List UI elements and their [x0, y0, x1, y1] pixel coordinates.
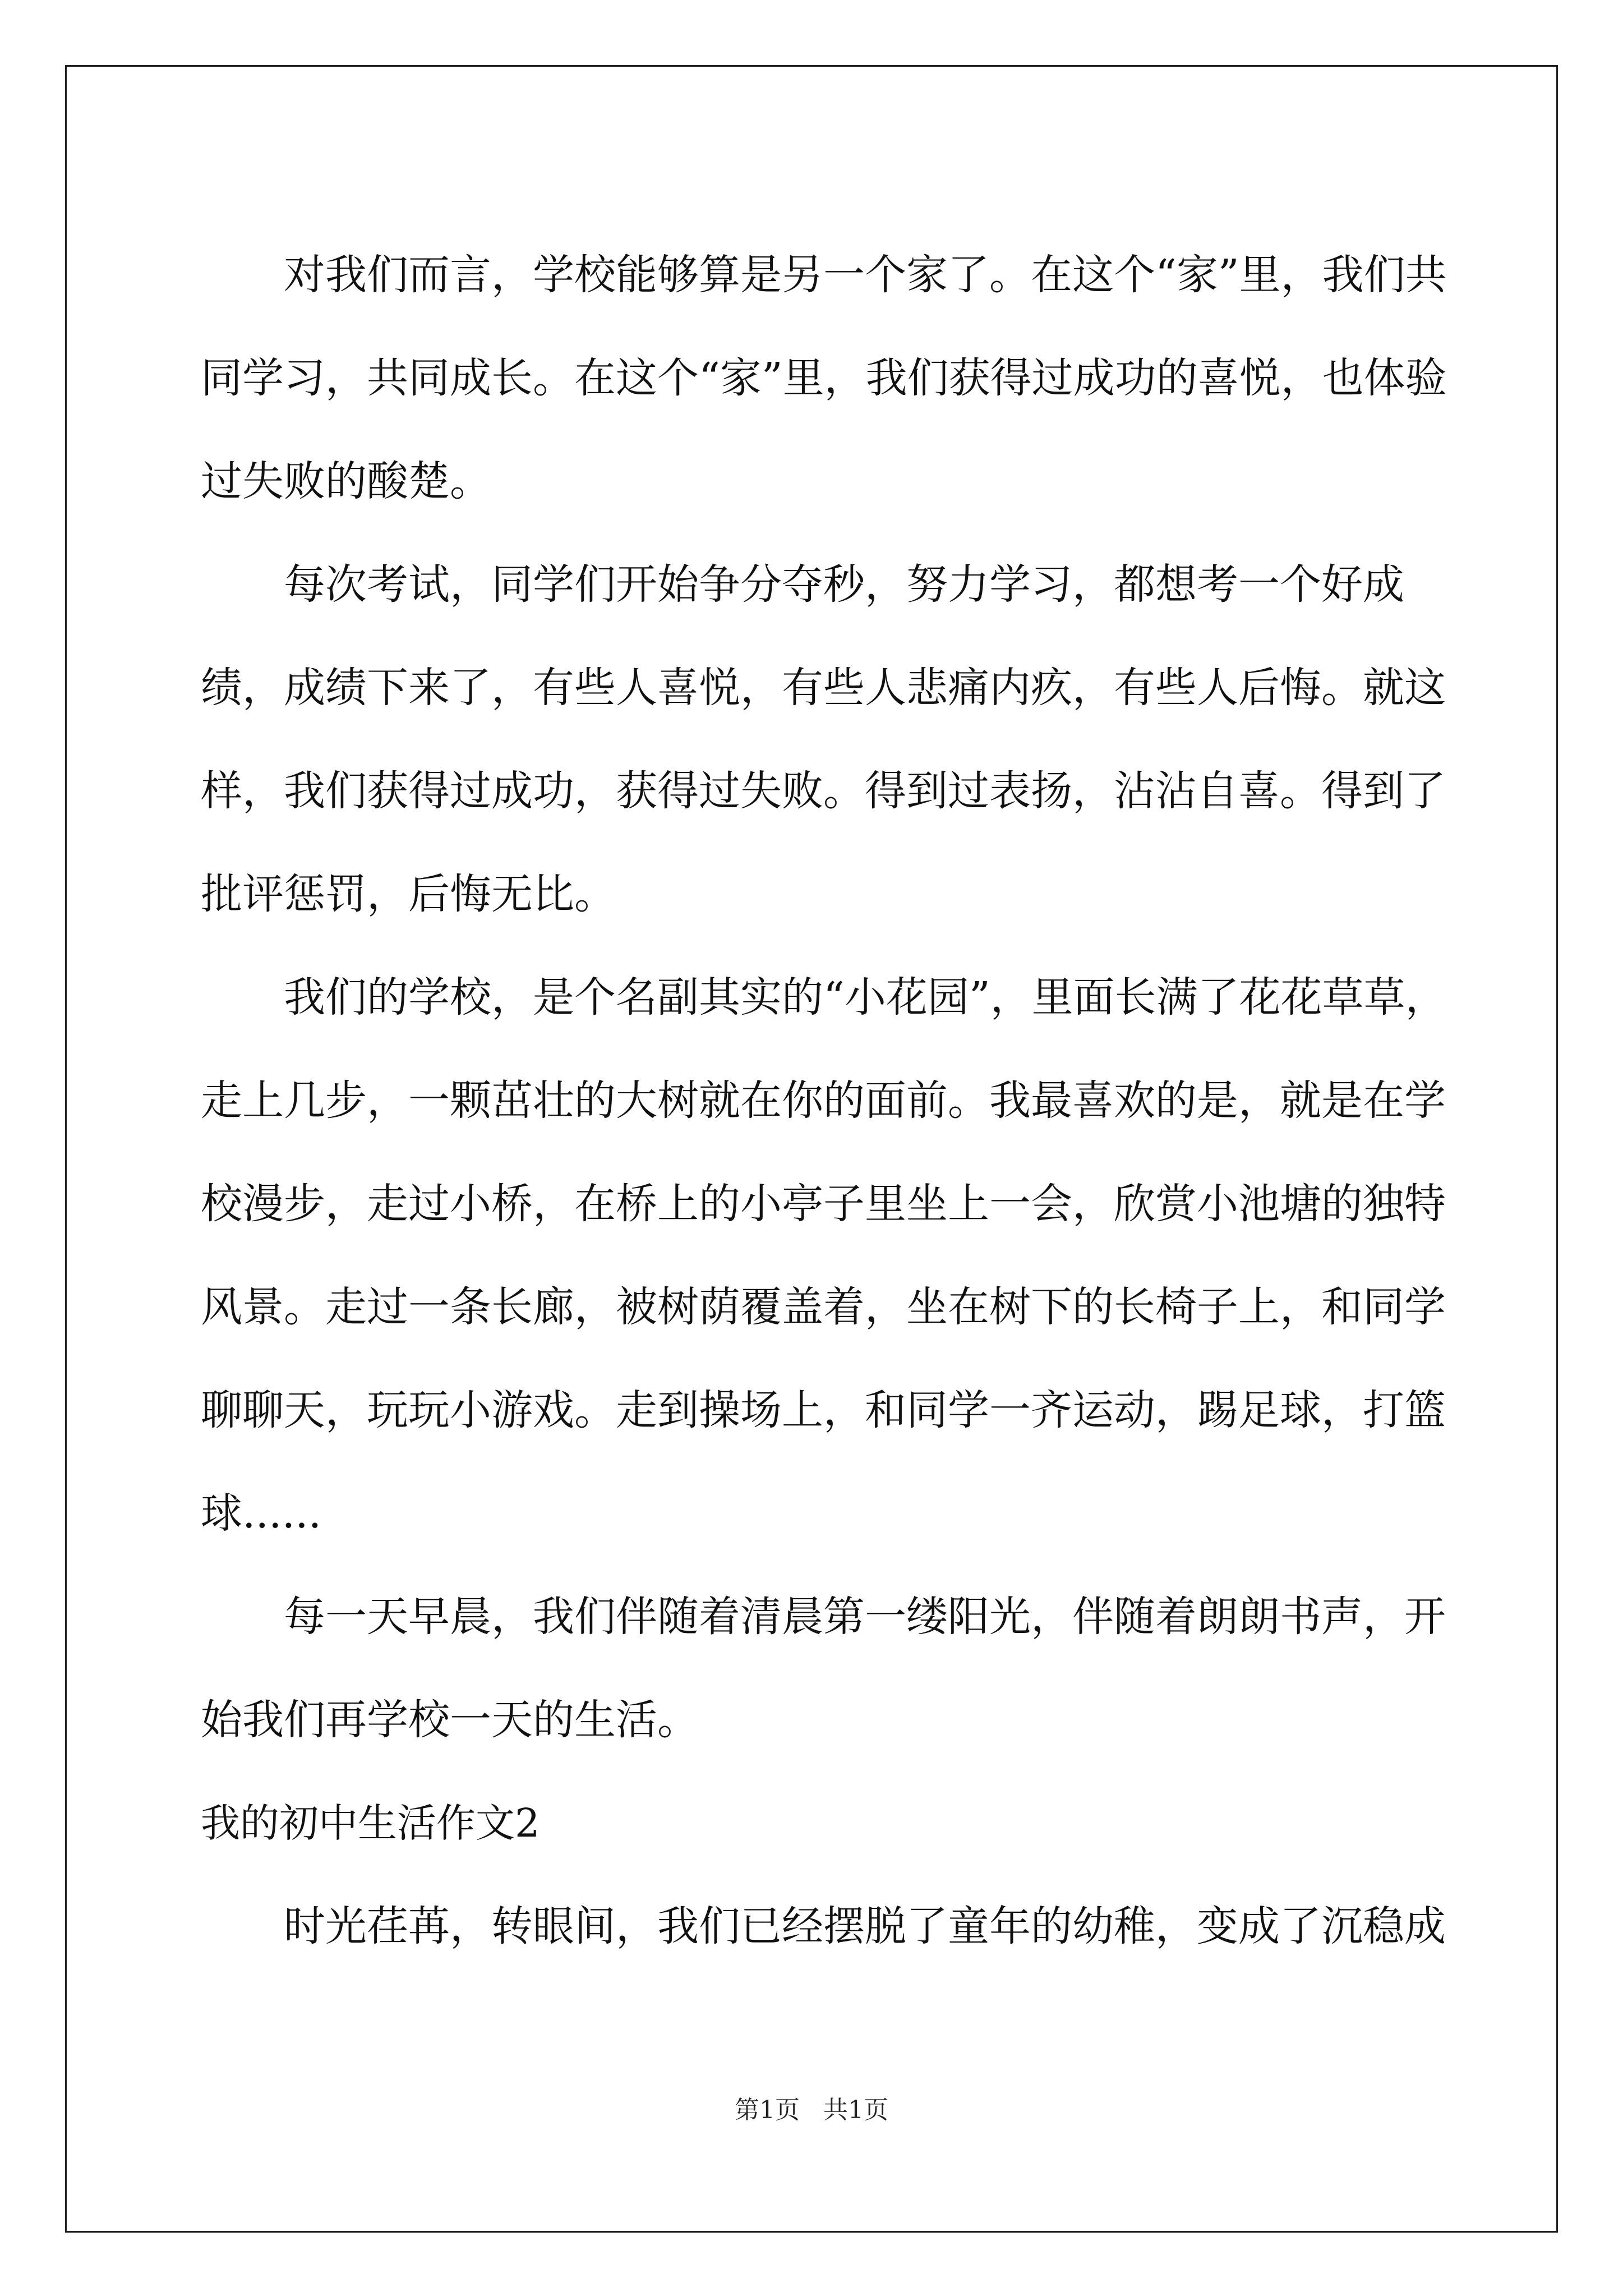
paragraph-5: 时光荏苒，转眼间，我们已经摆脱了童年的幼稚，变成了沉稳成 — [284, 1902, 1446, 1950]
paragraph-1: 对我们而言，学校能够算是另一个家了。在这个“家”里，我们共同学习，共同成长。在这个“家”里，我们获得过成功的喜悦，也体验过失败的酸楚。 — [201, 251, 1447, 505]
paragraph-3: 我们的学校，是个名副其实的“小花园”，里面长满了花花草草，走上几步，一颗茁壮的大树就在你的面前。我最喜欢的是，就是在学校漫步，走过小桥，在桥上的小亭子里坐上一会，欣赏小池塘的独特风景。走过一条长廊，被树荫覆盖着，坐在树下的长椅子上，和同学聊聊天，玩玩小游戏。走到操场上，和同学一齐运动，踢足球，打篮球...... — [201, 973, 1447, 1538]
page-footer — [0, 2090, 1623, 2125]
document-body — [201, 223, 1451, 1978]
page-number-total: 共1页 — [823, 2096, 888, 2124]
page-number-current: 第1页 — [735, 2096, 800, 2124]
paragraph-4: 每一天早晨，我们伴随着清晨第一缕阳光，伴随着朗朗书声，开始我们再学校一天的生活。 — [201, 1593, 1446, 1744]
section-heading: 我的初中生活作文2 — [201, 1800, 540, 1846]
paragraph-2: 每次考试，同学们开始争分夺秒，努力学习，都想考一个好成绩，成绩下来了，有些人喜悦，有些人悲痛内疚，有些人后悔。就这样，我们获得过成功，获得过失败。得到过表扬，沾沾自喜。得到了批评惩罚，后悔无比。 — [201, 560, 1446, 918]
